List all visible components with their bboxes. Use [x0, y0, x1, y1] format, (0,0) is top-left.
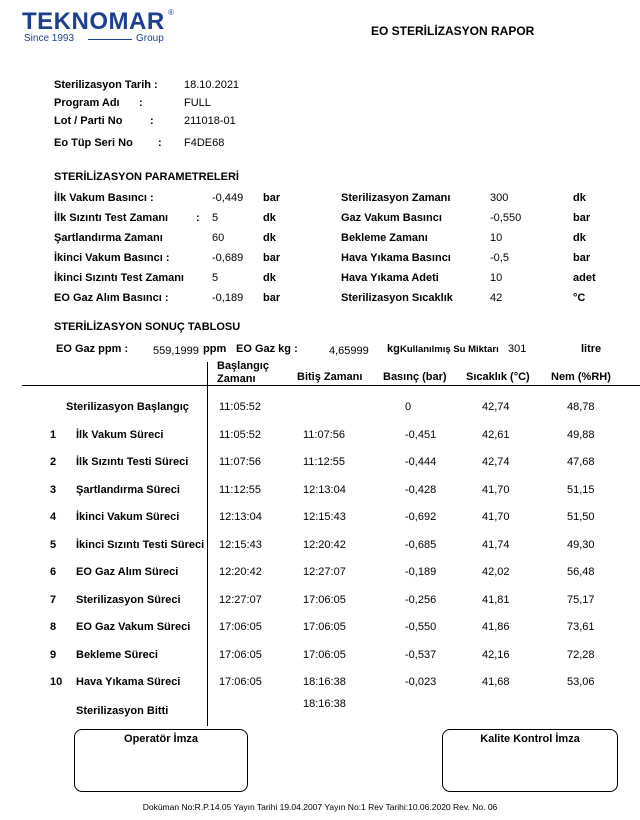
row-humidity: 53,06 — [567, 676, 595, 688]
row-process: EO Gaz Alım Süreci — [76, 566, 179, 578]
param-label: Sterilizasyon Zamanı — [341, 192, 451, 204]
param-unit: bar — [263, 292, 281, 304]
param-value: 5 — [212, 272, 219, 284]
row-humidity: 51,50 — [567, 511, 595, 523]
row-humidity: 75,17 — [567, 594, 595, 606]
kg-label: EO Gaz kg : — [236, 343, 298, 355]
info-lot-value: 211018-01 — [184, 115, 236, 127]
param-unit: dk — [573, 192, 586, 204]
header-temp: Sıcaklık (°C) — [466, 371, 530, 383]
param-unit: °C — [573, 292, 586, 304]
row-process: Hava Yıkama Süreci — [76, 676, 181, 688]
kg-value: 4,65999 — [329, 345, 369, 357]
info-tube-label: Eo Tüp Seri No — [54, 137, 133, 149]
row-number: 4 — [50, 511, 57, 523]
row-pressure: -0,685 — [405, 539, 437, 551]
row-process: Sterilizasyon Süreci — [76, 594, 181, 606]
param-label: Hava Yıkama Basıncı — [341, 252, 451, 264]
row-end-time: 12:13:04 — [303, 484, 346, 496]
param-sep: : — [196, 212, 200, 224]
kg-unit: kg — [387, 343, 400, 355]
row-start-time: 12:15:43 — [219, 539, 262, 551]
row-start-time: 12:27:07 — [219, 594, 262, 606]
quality-signature-label: Kalite Kontrol İmza — [480, 733, 580, 745]
param-unit: bar — [263, 252, 281, 264]
results-title: STERİLİZASYON SONUÇ TABLOSU — [54, 321, 241, 333]
row-pressure: -0,692 — [405, 511, 437, 523]
param-unit: dk — [263, 272, 276, 284]
info-date-value: 18.10.2021 — [184, 79, 240, 91]
row-humidity: 48,78 — [567, 401, 595, 413]
param-value: 300 — [490, 192, 509, 204]
param-value: -0,689 — [212, 252, 244, 264]
row-temp: 41,70 — [482, 511, 510, 523]
row-start-time: 12:13:04 — [219, 511, 262, 523]
param-value: 42 — [490, 292, 503, 304]
row-start-time: 17:06:05 — [219, 676, 262, 688]
ppm-unit: ppm — [203, 343, 227, 355]
row-pressure: -0,428 — [405, 484, 437, 496]
row-humidity: 72,28 — [567, 649, 595, 661]
logo-group: Group — [136, 33, 164, 44]
row-temp: 41,70 — [482, 484, 510, 496]
row-end-time: 12:20:42 — [303, 539, 346, 551]
param-value: -0,189 — [212, 292, 244, 304]
row-process: İlk Vakum Süreci — [76, 429, 164, 441]
param-unit: bar — [573, 212, 591, 224]
row-end-time: 12:27:07 — [303, 566, 346, 578]
row-process: EO Gaz Vakum Süreci — [76, 621, 191, 633]
row-humidity: 49,30 — [567, 539, 595, 551]
row-process: İlk Sızıntı Testi Süreci — [76, 456, 189, 468]
row-start-time: 11:05:52 — [219, 429, 262, 441]
row-number: 1 — [50, 429, 57, 441]
row-start-time: 12:20:42 — [219, 566, 262, 578]
row-number: 2 — [50, 456, 57, 468]
logo-name: TEKNOMAR — [22, 8, 165, 35]
row-temp: 41,74 — [482, 539, 510, 551]
row-start-time: 11:05:52 — [219, 401, 262, 413]
row-temp: 42,16 — [482, 649, 510, 661]
header-start-line1: Başlangıç — [217, 360, 269, 372]
header-start-line2: Zamanı — [217, 373, 256, 385]
param-value: 10 — [490, 272, 503, 284]
row-process: İkinci Sızıntı Testi Süreci — [76, 539, 205, 551]
company-logo — [18, 8, 178, 44]
info-program-label: Program Adı — [54, 97, 120, 109]
row-pressure: -0,256 — [405, 594, 437, 606]
row-temp: 42,61 — [482, 429, 510, 441]
row-temp: 42,02 — [482, 566, 510, 578]
param-label: EO Gaz Alım Basıncı : — [54, 292, 169, 304]
param-unit: bar — [573, 252, 591, 264]
row-end-time: 18:16:38 — [303, 676, 346, 688]
row-number: 10 — [50, 676, 63, 688]
param-label: Gaz Vakum Basıncı — [341, 212, 442, 224]
param-value: 5 — [212, 212, 219, 224]
row-end-time: 17:06:05 — [303, 649, 346, 661]
row-process: Bekleme Süreci — [76, 649, 158, 661]
water-unit: litre — [581, 343, 602, 355]
row-temp: 41,68 — [482, 676, 510, 688]
row-temp: 41,86 — [482, 621, 510, 633]
ppm-value: 559,1999 — [153, 345, 199, 357]
row-humidity: 56,48 — [567, 566, 595, 578]
param-label: Sterilizasyon Sıcaklık — [341, 292, 453, 304]
row-start-time: 11:12:55 — [219, 484, 262, 496]
document-footer: Doküman No:R.P.14.05 Yayın Tarihi 19.04.2007 Yayın No:1 Rev Tarihi:10.06.2020 Rev. No. 06 — [142, 802, 498, 812]
row-humidity: 49,88 — [567, 429, 595, 441]
param-label: İlk Sızıntı Test Zamanı — [54, 212, 169, 224]
row-number: 7 — [50, 594, 57, 606]
header-pressure: Basınç (bar) — [383, 371, 447, 383]
row-end-time: 11:12:55 — [303, 456, 346, 468]
row-humidity: 51,15 — [567, 484, 595, 496]
row-process: Sterilizasyon Başlangıç — [66, 401, 189, 413]
param-unit: bar — [263, 192, 281, 204]
table-vertical-rule — [207, 362, 208, 726]
row-number: 9 — [50, 649, 57, 661]
param-unit: dk — [573, 232, 586, 244]
row-end-time: 18:16:38 — [303, 698, 346, 710]
ppm-label: EO Gaz ppm : — [56, 343, 129, 355]
param-label: Hava Yıkama Adeti — [341, 272, 439, 284]
row-number: 3 — [50, 484, 57, 496]
row-pressure: -0,451 — [405, 429, 437, 441]
param-unit: dk — [263, 212, 276, 224]
param-label: İlk Vakum Basıncı : — [54, 192, 154, 204]
param-label: İkinci Vakum Basıncı : — [54, 252, 170, 264]
water-value: 301 — [508, 343, 527, 355]
param-label: Şartlandırma Zamanı — [54, 232, 163, 244]
logo-registered-mark: ® — [168, 8, 174, 17]
param-value: 60 — [212, 232, 225, 244]
row-number: 6 — [50, 566, 57, 578]
row-pressure: 0 — [405, 401, 412, 413]
logo-divider — [88, 39, 132, 40]
param-unit: dk — [263, 232, 276, 244]
row-number: 8 — [50, 621, 57, 633]
row-end-time: 17:06:05 — [303, 594, 346, 606]
row-start-time: 17:06:05 — [219, 649, 262, 661]
info-date-label: Sterilizasyon Tarih : — [54, 79, 158, 91]
row-pressure: -0,550 — [405, 621, 437, 633]
param-unit: adet — [573, 272, 596, 284]
row-number: 5 — [50, 539, 57, 551]
info-tube-sep: : — [158, 137, 162, 149]
param-label: Bekleme Zamanı — [341, 232, 428, 244]
row-pressure: -0,537 — [405, 649, 437, 661]
table-header-rule — [22, 385, 640, 386]
operator-signature-box — [74, 729, 248, 792]
row-temp: 42,74 — [482, 401, 510, 413]
row-temp: 41,81 — [482, 594, 510, 606]
row-pressure: -0,023 — [405, 676, 437, 688]
row-process: Şartlandırma Süreci — [76, 484, 180, 496]
row-pressure: -0,444 — [405, 456, 437, 468]
param-value: -0,5 — [490, 252, 509, 264]
row-end-time: 12:15:43 — [303, 511, 346, 523]
logo-since: Since 1993 — [24, 33, 75, 44]
header-humidity: Nem (%RH) — [551, 371, 611, 383]
param-value: -0,550 — [490, 212, 522, 224]
info-tube-value: F4DE68 — [184, 137, 225, 149]
water-label: Kullanılmış Su Miktarı — [400, 344, 499, 355]
info-program-value: FULL — [184, 97, 211, 109]
param-label: İkinci Sızıntı Test Zamanı — [54, 272, 184, 284]
row-humidity: 47,68 — [567, 456, 595, 468]
row-start-time: 17:06:05 — [219, 621, 262, 633]
params-title: STERİLİZASYON PARAMETRELERİ — [54, 171, 239, 183]
row-process: İkinci Vakum Süreci — [76, 511, 180, 523]
param-value: 10 — [490, 232, 503, 244]
param-value: -0,449 — [212, 192, 244, 204]
row-pressure: -0,189 — [405, 566, 437, 578]
row-humidity: 73,61 — [567, 621, 595, 633]
operator-signature-label: Operatör İmza — [124, 733, 198, 745]
info-lot-sep: : — [150, 115, 154, 127]
row-end-time: 11:07:56 — [303, 429, 346, 441]
row-end-time: 17:06:05 — [303, 621, 346, 633]
row-process: Sterilizasyon Bitti — [76, 705, 169, 717]
info-program-sep: : — [139, 97, 143, 109]
report-title: EO STERİLİZASYON RAPOR — [371, 24, 535, 38]
info-lot-label: Lot / Parti No — [54, 115, 123, 127]
quality-signature-box — [442, 729, 618, 792]
header-end: Bitiş Zamanı — [297, 371, 363, 383]
row-temp: 42,74 — [482, 456, 510, 468]
row-start-time: 11:07:56 — [219, 456, 262, 468]
